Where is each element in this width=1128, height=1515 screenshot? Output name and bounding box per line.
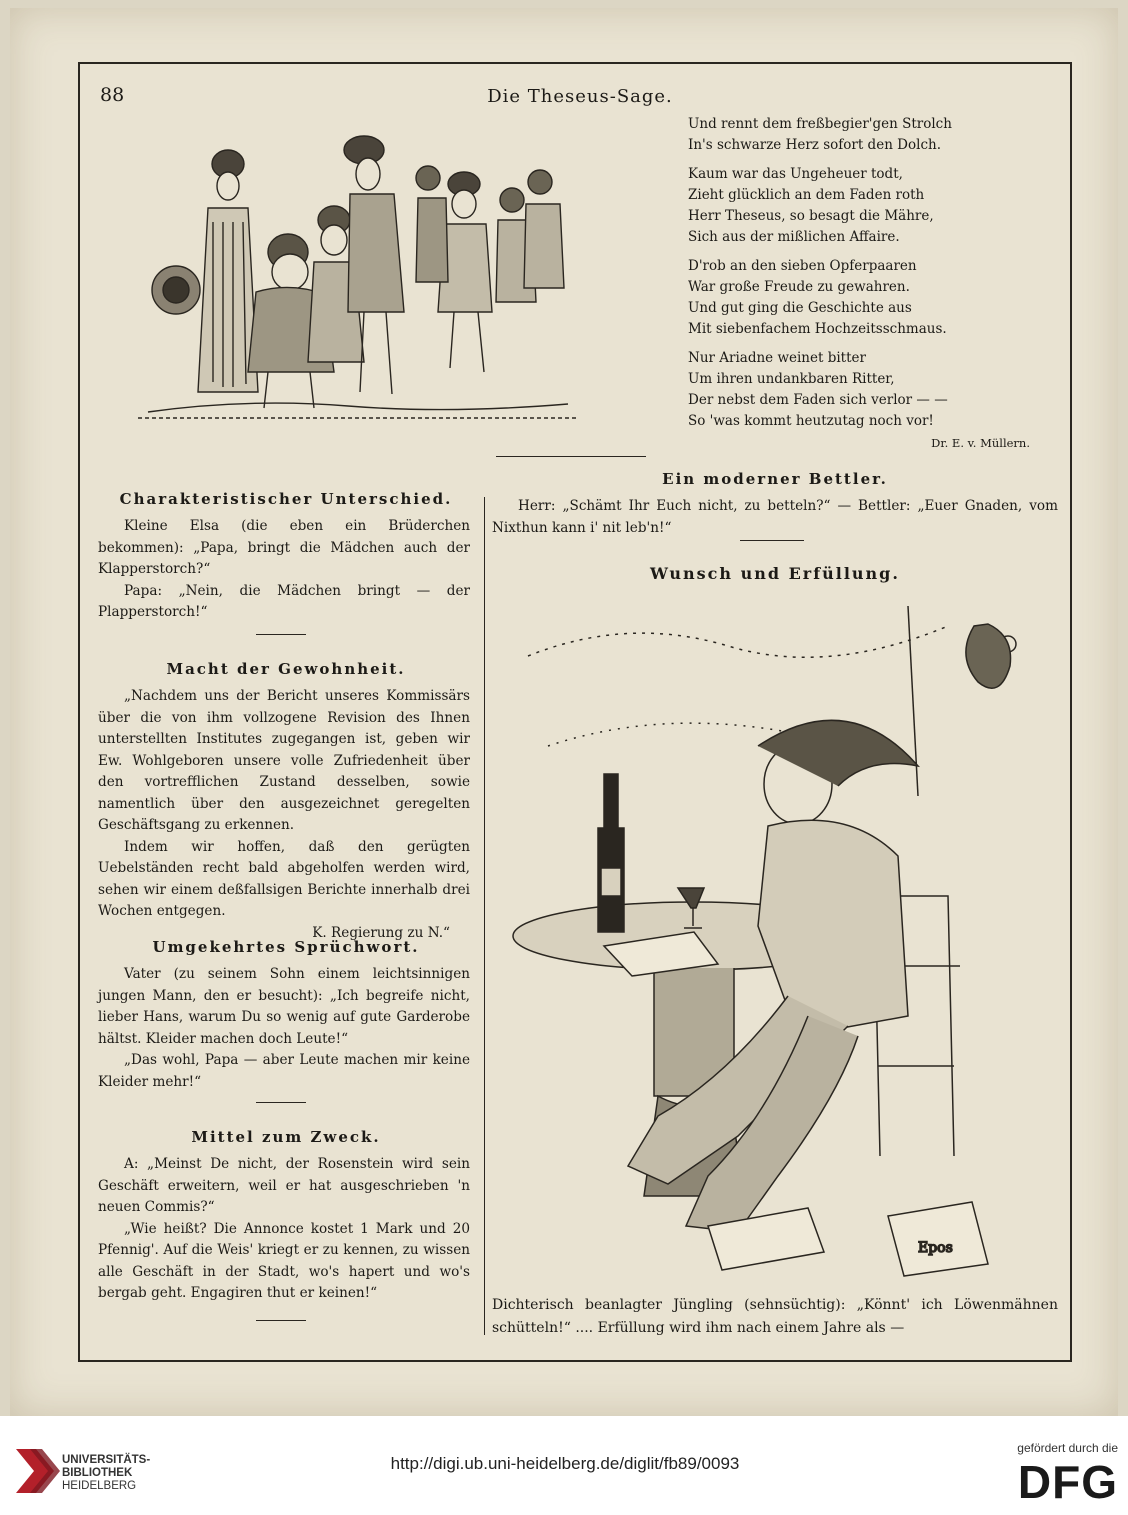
text-bettler <box>492 496 1058 539</box>
illustration-procession <box>128 112 580 424</box>
text-umgekehrt <box>98 964 470 1093</box>
poem-line: Und gut ging die Geschichte aus <box>688 300 912 316</box>
poem-line: Der nebst dem Faden sich verlor — — <box>688 392 948 408</box>
poem-stanza <box>688 348 1060 432</box>
page-number: 88 <box>100 84 125 106</box>
poem-stanza <box>688 164 1060 248</box>
divider-rule <box>256 1102 306 1103</box>
heading-mittel: Mittel zum Zweck. <box>191 1128 381 1146</box>
poem-line: War große Freude zu gewahren. <box>688 279 910 295</box>
poem-stanza <box>688 114 1060 156</box>
text-charakteristisch <box>98 516 470 624</box>
paragraph: Indem wir hoffen, daß den gerügten Uebelständen recht bald abgeholfen werden wird, sehen wir einem deßfallsigen Berichte innerhalb drei Wochen entgegen. <box>98 838 470 919</box>
paragraph: „Nachdem uns der Bericht unseres Kommissärs über die von ihm vollzogene Revision des Ihnen unterstellten Institutes zugegangen ist, geben wir Ew. Wohlgeboren unsere volle Zufriedenheit über den vortrefflichen Zustand desselben, sowie namentlich über den ausgezeichnet geregelten Geschäftsgang zu erkennen. <box>98 688 470 833</box>
paragraph: Herr: „Schämt Ihr Euch nicht, zu betteln?“ — Bettler: „Euer Gnaden, vom Nixthun kann i' nit leb'n!“ <box>492 498 1058 536</box>
signature: K. Regierung zu N.“ <box>312 924 450 941</box>
heading-charakteristisch: Charakteristischer Unterschied. <box>119 490 453 508</box>
poem <box>688 114 1060 440</box>
library-line: UNIVERSITÄTS- <box>62 1454 151 1466</box>
caption-wunsch: Dichterisch beanlagter Jüngling (sehnsüchtig): „Könnt' ich Löwenmähnen schütteln!“ .... Erfüllung wird ihm nach einem Jahre als — <box>492 1297 1058 1336</box>
paragraph: „Wie heißt? Die Annonce kostet 1 Mark und 20 Pfennig'. Auf die Weis' kriegt er zu kennen, zu wissen alle Geschäft in der Stadt, wo's hapert und wo's bergab geht. Engagiren thut er keinen!“ <box>98 1220 470 1301</box>
library-line: BIBLIOTHEK <box>62 1467 133 1479</box>
poem-line: D'rob an den sieben Opferpaaren <box>688 258 917 274</box>
library-name <box>62 1454 150 1493</box>
text-mittel <box>98 1154 470 1305</box>
permalink-url[interactable]: http://digi.ub.uni-heidelberg.de/diglit/fb89/0093 <box>390 1454 740 1473</box>
dfg-logo: DFG <box>1017 1456 1118 1508</box>
paragraph: Kleine Elsa (die eben ein Brüderchen bekommen): „Papa, bringt die Mädchen auch der Klapperstorch?“ <box>98 518 470 577</box>
paragraph: Papa: „Nein, die Mädchen bringt — der Plapperstorch!“ <box>98 582 470 620</box>
poem-line: Nur Ariadne weinet bitter <box>688 350 866 366</box>
poem-line: In's schwarze Herz sofort den Dolch. <box>688 137 941 153</box>
paragraph: Vater (zu seinem Sohn einem leichtsinnigen jungen Mann, den er besucht): „Ich begreife nicht, lieber Hans, warum Du so wenig auf gute Garderobe hältst. Kleider machen doch Leute!“ <box>98 966 470 1047</box>
heading-macht: Macht der Gewohnheit. <box>166 660 406 678</box>
column-divider <box>484 497 485 1335</box>
divider-rule <box>256 634 306 635</box>
book-label: Epos <box>918 1240 953 1256</box>
poem-line: Und rennt dem freßbegier'gen Strolch <box>688 116 952 132</box>
poem-line: Zieht glücklich an dem Faden roth <box>688 187 925 203</box>
heading-wunsch: Wunsch und Erfüllung. <box>650 564 900 583</box>
running-title: Die Theseus-Sage. <box>487 86 673 107</box>
funding-note: gefördert durch die <box>1017 1441 1118 1455</box>
divider-rule <box>496 456 646 457</box>
library-line: HEIDELBERG <box>62 1480 137 1492</box>
poem-line: Mit siebenfachem Hochzeitsschmaus. <box>688 321 947 337</box>
text-macht <box>98 686 470 944</box>
heading-bettler: Ein moderner Bettler. <box>662 470 888 488</box>
divider-rule <box>256 1320 306 1321</box>
poem-line: Herr Theseus, so besagt die Mähre, <box>688 208 934 224</box>
poem-line: So 'was kommt heutzutag noch vor! <box>688 413 934 429</box>
heading-umgekehrt: Umgekehrtes Sprüchwort. <box>152 938 420 956</box>
poem-line: Kaum war das Ungeheuer todt, <box>688 166 903 182</box>
illustration-poet <box>508 596 1054 1288</box>
poem-stanza <box>688 256 1060 340</box>
poem-line: Sich aus der mißlichen Affaire. <box>688 229 900 245</box>
divider-rule <box>740 540 804 541</box>
paragraph: A: „Meinst De nicht, der Rosenstein wird sein Geschäft erweitern, weil er hat ausgeschrieben 'n neuen Commis?“ <box>98 1156 470 1215</box>
poem-line: Um ihren undankbaren Ritter, <box>688 371 895 387</box>
paragraph: „Das wohl, Papa — aber Leute machen mir keine Kleider mehr!“ <box>98 1052 470 1090</box>
poem-author: Dr. E. v. Müllern. <box>931 436 1030 450</box>
